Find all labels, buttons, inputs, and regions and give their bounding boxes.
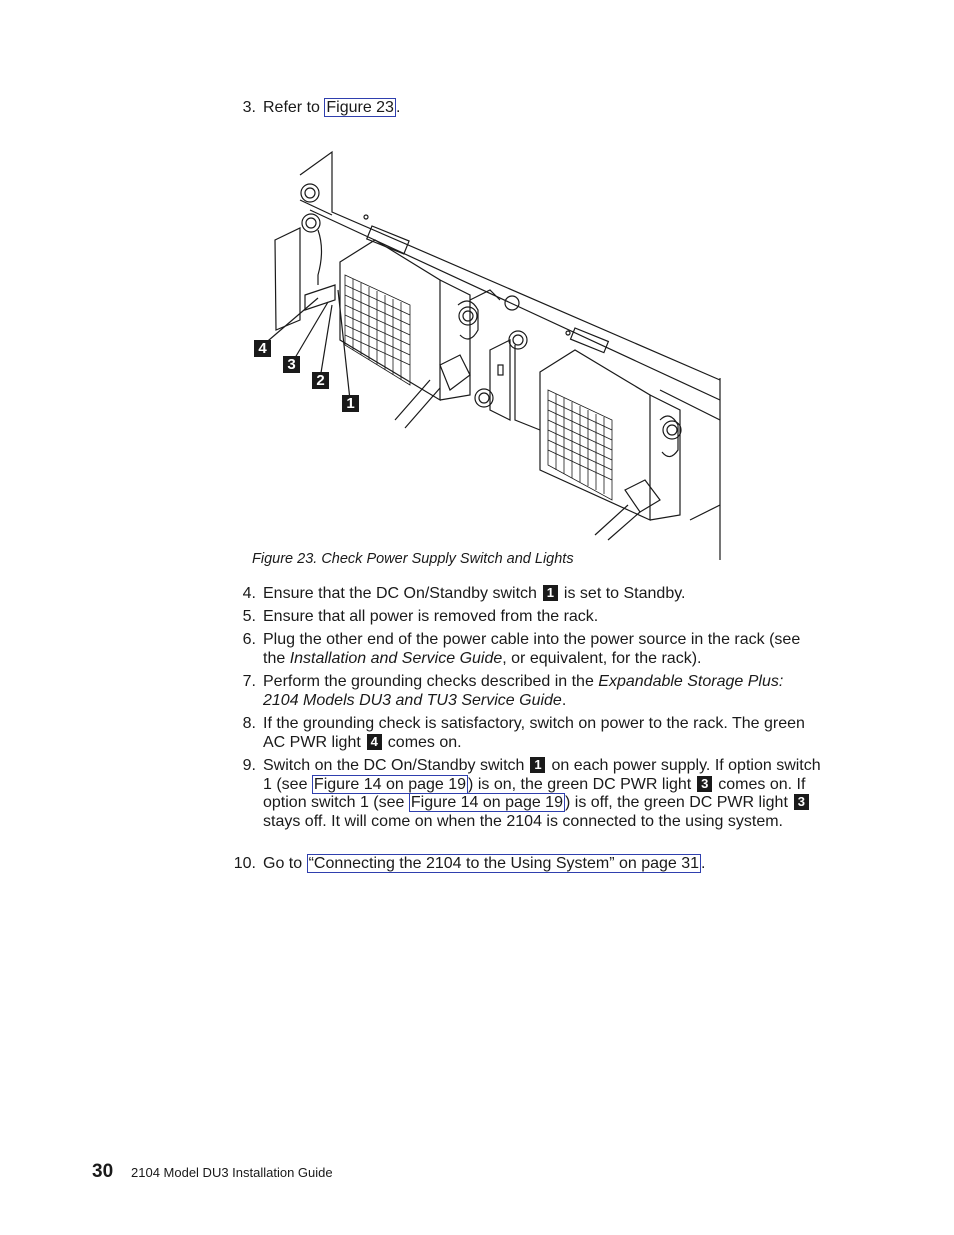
callout-2: 2 xyxy=(312,372,329,389)
figure-14-link[interactable]: Figure 14 on page 19 xyxy=(313,775,467,793)
badge-1: 1 xyxy=(543,585,558,601)
document-title: 2104 Model DU3 Installation Guide xyxy=(131,1165,333,1180)
figure-14-link[interactable]: Figure 14 on page 19 xyxy=(410,794,563,812)
page-number: 30 xyxy=(92,1161,114,1182)
callout-1: 1 xyxy=(342,395,359,412)
badge-3: 3 xyxy=(697,776,712,792)
figure-caption: Figure 23. Check Power Supply Switch and Lights xyxy=(252,551,574,567)
callout-3: 3 xyxy=(283,356,300,373)
badge-4: 4 xyxy=(367,734,382,750)
step-number: 3. xyxy=(242,99,256,116)
badge-1: 1 xyxy=(530,757,545,773)
power-supply-illustration xyxy=(0,0,954,560)
badge-3: 3 xyxy=(794,794,809,810)
figure-23-link[interactable]: Figure 23 xyxy=(326,99,394,116)
callout-4: 4 xyxy=(254,340,271,357)
connecting-link[interactable]: “Connecting the 2104 to the Using System” on page 31 xyxy=(308,855,700,872)
